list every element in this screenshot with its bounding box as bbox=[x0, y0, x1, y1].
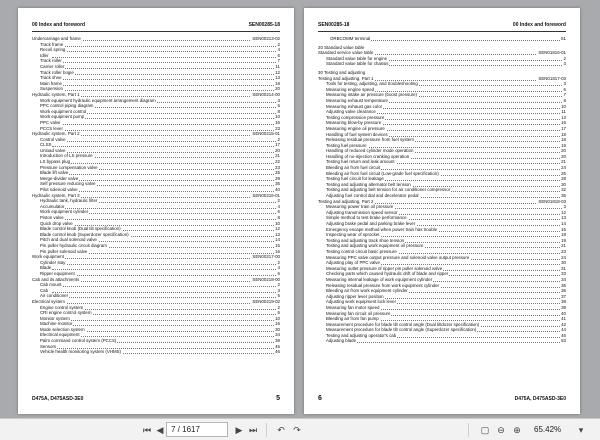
toc-entry-title: Hydraulic tank, hydraulic filter bbox=[40, 198, 98, 204]
toc-entry-title: Adjusting transmission speed sensor bbox=[326, 209, 398, 215]
toc-entry-title: Pressure compensation valve bbox=[40, 164, 98, 170]
toc-entry-page: 12 bbox=[275, 226, 280, 232]
toc-entry-page: 51 bbox=[561, 36, 566, 41]
toc-entry-page: 44 bbox=[561, 327, 566, 333]
toc-entry-title: ORBCOMM terminal bbox=[330, 36, 371, 41]
toc-entry-title: Hydraulic system, Part 1 bbox=[32, 91, 80, 97]
toc-entry-title: Adjusting valve clearance bbox=[326, 109, 376, 115]
toc-entry-title: Pitch and dual solenoid valve bbox=[40, 237, 97, 243]
toc-entry-page: 30 bbox=[561, 181, 566, 187]
toc-entry-title: Work equipment hydraulic equipment arrangement diagram bbox=[40, 97, 156, 103]
toc-entry-title: Track frame bbox=[40, 41, 64, 47]
toc-entry-title: Carrier roller bbox=[40, 63, 65, 69]
toc-entry-title: Hydraulic system, Part 3 bbox=[32, 192, 80, 198]
footer-page-number: 5 bbox=[276, 395, 280, 402]
toc-entry-page: 35 bbox=[275, 181, 280, 187]
toc-entry-title: Piston valve bbox=[40, 215, 64, 220]
page-6 bbox=[304, 8, 580, 414]
toc-entry-page: 29 bbox=[275, 175, 280, 181]
toc-entry-title: Recoil spring bbox=[40, 47, 66, 53]
toc-entry-title: Adjusting blade bbox=[326, 338, 357, 344]
toc-entry-title: Cab mount bbox=[40, 282, 62, 288]
toc-entry-title: PPC valve bbox=[40, 119, 61, 125]
toc-entry-title: CLSS bbox=[40, 142, 52, 148]
toc-entry-page: SEN00219-02 bbox=[252, 298, 280, 304]
toc-entry-title: Quick drop valve bbox=[40, 220, 73, 226]
toc-entry-page: 40 bbox=[275, 187, 280, 193]
toc-entry-page: SEN00213-02 bbox=[252, 36, 280, 41]
toolbar-separator bbox=[468, 423, 469, 437]
last-page-icon[interactable]: ⏭ bbox=[248, 425, 258, 435]
toc-entry-title: Electrical equipment bbox=[40, 332, 80, 338]
toc-entry-page: 20 bbox=[561, 153, 566, 159]
toc-entry-title: Measuring fan motor speed bbox=[326, 304, 380, 310]
toc-entry-page: 32 bbox=[561, 187, 566, 193]
toc-entry-page: 23 bbox=[561, 248, 566, 254]
toc-entry-title: Palm command control system (PCCS) bbox=[40, 338, 117, 344]
toc-entry-title: Bleeding air from fuel circuit (Low-grade fuel specification) bbox=[326, 170, 439, 176]
toc-entry-page: 18 bbox=[561, 232, 566, 238]
toc-entry-title: Mode selection system bbox=[40, 326, 85, 332]
toc-entry-page: 6 bbox=[277, 209, 280, 215]
toc-entry-page: 4 bbox=[277, 265, 280, 271]
toc-entry-page: 16 bbox=[561, 226, 566, 232]
toc-entry-page: 18 bbox=[561, 131, 566, 137]
toc-entry-page: 10 bbox=[275, 315, 280, 321]
toc-entry-title: Testing fuel circuit for leakage bbox=[326, 176, 384, 182]
toc-entry-page: 17 bbox=[561, 125, 566, 131]
toc-entry-page: 18 bbox=[275, 80, 280, 86]
toc-entry-title: Testing control circuit basic pressure bbox=[326, 248, 397, 254]
forward-icon[interactable]: ↷ bbox=[293, 425, 301, 435]
header-section-title: 00 Index and foreword bbox=[512, 22, 566, 28]
toc-entry-title: Undercarriage and frame bbox=[32, 36, 81, 41]
toc-entry-title: Standard service value table bbox=[318, 50, 374, 56]
toc-entry-page: 53 bbox=[561, 338, 566, 344]
page-5 bbox=[18, 8, 294, 414]
toc-entry-title: Hydraulic system, Part 2 bbox=[32, 131, 80, 137]
page-footer bbox=[32, 390, 280, 402]
toc-entry-title: Blade lift valve bbox=[40, 170, 69, 176]
toc-entry-page: 34 bbox=[275, 332, 280, 338]
toc-entry-page: 16 bbox=[561, 120, 566, 126]
toc-entry-title: Bleeding air from fan pump bbox=[326, 316, 379, 322]
toc-entry-title: Track shoe bbox=[40, 75, 62, 81]
toc-entry-page: 3 bbox=[563, 81, 566, 87]
toc-entry-page: SEN00218-00 bbox=[252, 276, 280, 282]
toc-entry-page: 6 bbox=[277, 103, 280, 109]
toc-entry-page: 13 bbox=[561, 114, 566, 120]
toc-entry-title: Measuring engine oil pressure bbox=[326, 125, 385, 131]
toc-entry-title: Self pressure reducing valve bbox=[40, 181, 96, 187]
toc-entry-page: 24 bbox=[561, 165, 566, 171]
toc-entry-page: 21 bbox=[275, 153, 280, 159]
page-footer bbox=[318, 390, 566, 402]
toc-entry-page: 3 bbox=[277, 97, 280, 103]
toc-entry-page: 20 bbox=[275, 147, 280, 153]
toc-entry-page: SEN00214-00 bbox=[252, 91, 280, 97]
toc-entry-title: Adjusting brake pedal and parking brake lever bbox=[326, 221, 416, 226]
footer-model: D475A, D475ASD-3E0 bbox=[514, 396, 566, 402]
toc-entry-title: Measuring intake air pressure (boost pressure) bbox=[326, 92, 418, 98]
toc-entry-page: 4 bbox=[277, 203, 280, 209]
toc-entry-page: 35 bbox=[561, 282, 566, 288]
toc-entry-page: SEN01818-03 bbox=[538, 198, 566, 204]
toc-entry-page: 20 bbox=[275, 86, 280, 92]
toc-entry-title: Track roller bbox=[40, 58, 62, 64]
toc-entry-title: Measuring exhaust gas color bbox=[326, 103, 383, 109]
toc-entry-page: 37 bbox=[561, 293, 566, 299]
toc-entry-title: Testing and adjusting track shoe tension bbox=[326, 237, 405, 243]
toc-entry-page: 16 bbox=[275, 119, 280, 125]
toc-entry-page: 22 bbox=[275, 159, 280, 165]
toc-entry-page: 30 bbox=[275, 326, 280, 332]
toc-entry-page: 17 bbox=[275, 142, 280, 148]
toc-entry-page: 7 bbox=[277, 58, 280, 64]
toc-entry-page: 19 bbox=[561, 142, 566, 148]
toc-entry-page: 13 bbox=[275, 75, 280, 81]
toc-entry-title: Pin puller hydraulic circuit diagram bbox=[40, 242, 107, 248]
toc-entry-title: Tools for testing, adjusting, and troubleshooting bbox=[326, 81, 418, 87]
back-icon[interactable]: ↶ bbox=[277, 425, 285, 435]
toc-entry-page: 24 bbox=[561, 254, 566, 260]
toc-entry-page: 8 bbox=[277, 215, 280, 220]
toc-entry-page: 7 bbox=[563, 92, 566, 98]
page-number-input[interactable]: 7 / 1617 bbox=[166, 422, 228, 437]
footer-page-number: 6 bbox=[318, 395, 322, 402]
zoom-dropdown-icon[interactable]: ▾ bbox=[578, 425, 584, 435]
viewer-toolbar bbox=[0, 418, 600, 440]
header-doc-code: SEN00285-18 bbox=[248, 22, 280, 28]
toc-entry-title: Handling of reduced cylinder mode operation bbox=[326, 148, 414, 154]
toc-entry-title: Measuring engine speed bbox=[326, 86, 375, 92]
toc-entry-title: Work equipment pump bbox=[40, 114, 85, 120]
toc-entry-page: 14 bbox=[561, 221, 566, 226]
toc-entry-page: SEN01817-03 bbox=[538, 75, 566, 81]
toc-entry-page: 33 bbox=[561, 271, 566, 277]
toc-entry-page: 18 bbox=[561, 137, 566, 143]
toc-entry-title: Unload valve bbox=[40, 147, 66, 153]
toc-entry-page: 28 bbox=[561, 176, 566, 182]
toc-entry-title: Releasing residual pressure from fuel system bbox=[326, 137, 414, 143]
toc-entry-page: 38 bbox=[275, 338, 280, 344]
toc-entry-page: 10 bbox=[275, 114, 280, 120]
toc-entry-title: Measuring PPC valve output pressure and solenoid valve output pressure bbox=[326, 254, 470, 260]
toc-entry-page: 15 bbox=[275, 242, 280, 248]
toc-entry-title: Suspension bbox=[40, 86, 63, 92]
toc-entry-page: 13 bbox=[275, 231, 280, 237]
toc-entry-title: Testing and adjusting alternator belt tension bbox=[326, 181, 411, 187]
toc-entry-page: 8 bbox=[563, 97, 566, 103]
toc-entry-page: 4 bbox=[277, 47, 280, 53]
toc-entry-title: Handling of fuel system devices bbox=[326, 131, 388, 137]
toc-entry-title: Track roller bogie bbox=[40, 69, 74, 75]
toc-entry-page: 2 bbox=[277, 136, 280, 142]
toc-entry-title: Engine control system bbox=[40, 304, 84, 310]
toc-entry-page: 46 bbox=[275, 349, 280, 355]
toc-entry-page: 6 bbox=[277, 52, 280, 58]
toc-entry-page: SEN01816-01 bbox=[538, 50, 566, 56]
toolbar-separator bbox=[266, 423, 267, 437]
toc-entry[interactable] bbox=[32, 349, 280, 355]
toc-entry-title: Inspecting wear of sprocket bbox=[326, 232, 380, 238]
toc-entry-title: CRI engine control system bbox=[40, 310, 92, 316]
first-page-icon[interactable]: ⏮ bbox=[142, 425, 152, 435]
zoom-level[interactable]: 65.42% bbox=[534, 425, 562, 434]
previous-page-icon[interactable]: ◀ bbox=[156, 425, 164, 435]
toc-entry-page: 5 bbox=[277, 293, 280, 299]
toc-entry-title: Measuring internal leakage of work equipment cylinder bbox=[326, 276, 433, 282]
toc-entry-title: PCCS lever bbox=[40, 125, 63, 131]
toc-entry-page: 41 bbox=[561, 316, 566, 322]
toc-entry-title: Cylinder stay bbox=[40, 259, 66, 265]
toc-entry-title: Machine monitor bbox=[40, 321, 73, 327]
toc-entry-page: 8 bbox=[277, 108, 280, 114]
toc-entry-page: SEN00215-01 bbox=[252, 131, 280, 137]
toc-entry-title: Handling of no-injection cranking operation bbox=[326, 153, 410, 159]
toc-entry[interactable] bbox=[318, 338, 566, 344]
toc-entry-page: 10 bbox=[275, 220, 280, 226]
footer-model: D475A, D475ASD-3E0 bbox=[32, 396, 84, 402]
toc-entry-title: Sensors bbox=[40, 343, 57, 349]
header-doc-code: SEN00285-18 bbox=[318, 22, 350, 28]
toc-entry-page: 19 bbox=[561, 237, 566, 243]
toc-entry-title: Blade bbox=[40, 265, 52, 271]
toc-entry-page: 45 bbox=[275, 343, 280, 349]
page-header bbox=[318, 22, 566, 32]
toc-entry-title: Testing and adjusting operator's cab bbox=[326, 332, 397, 338]
toc-entry-title: Measurement procedure for blade tilt control angle (Dual tiltdozer specification) bbox=[326, 321, 480, 327]
toc-entry-title: Cab bbox=[40, 287, 49, 293]
toc-entry-title: Standard value table for engine bbox=[326, 55, 388, 61]
toc-entry-title: Cab and its attachments bbox=[32, 276, 80, 282]
fit-page-icon[interactable]: ▢ bbox=[480, 425, 490, 435]
toc-entry-page: 2 bbox=[277, 259, 280, 265]
table-of-contents bbox=[318, 36, 566, 344]
toc-entry-title: Standard value table for chassis bbox=[326, 61, 389, 67]
toc-entry-title: Control valve bbox=[40, 136, 66, 142]
toc-entry-page: 2 bbox=[277, 198, 280, 204]
toc-entry-page: 13 bbox=[561, 215, 566, 221]
toc-entry-title: Testing fuel pressure bbox=[326, 142, 367, 148]
toc-entry-title: Idler bbox=[40, 52, 49, 58]
leader-dots bbox=[338, 342, 562, 343]
toc-entry-title: Main frame bbox=[40, 80, 62, 86]
toc-entry-page: 14 bbox=[275, 237, 280, 243]
toc-entry-title: Testing compression pressure bbox=[326, 114, 385, 120]
toc-entry-page: 6 bbox=[277, 310, 280, 316]
toc-entry-title: Merge-divider valve bbox=[40, 175, 79, 181]
toc-entry-title: Blade control knob (Dual tilt specification) bbox=[40, 226, 121, 232]
table-of-contents bbox=[32, 36, 280, 355]
toc-entry-page: 11 bbox=[275, 63, 280, 69]
toc-entry-title: Blade control knob (Superdozer specification) bbox=[40, 231, 129, 237]
zoom-out-icon[interactable]: ⊖ bbox=[497, 425, 505, 435]
toc-entry-page: 36 bbox=[561, 288, 566, 294]
toc-entry-title: Measuring blow-by pressure bbox=[326, 120, 382, 126]
toc-entry-title: Testing and adjusting, Part 2 bbox=[318, 198, 374, 204]
toc-entry-title: Measuring fan circuit oil pressure bbox=[326, 310, 391, 316]
toc-entry-page: 16 bbox=[275, 248, 280, 254]
toc-entry-title: 30 Testing and adjusting bbox=[318, 69, 366, 75]
page-header bbox=[32, 22, 280, 32]
toc-entry-title: Bleeding air from work equipment cylinder bbox=[326, 288, 408, 294]
toc-entry-title: Work equipment cylinder bbox=[40, 209, 89, 215]
toc-entry-title: Measuring exhaust temperature bbox=[326, 97, 388, 103]
toc-entry-page: 3 bbox=[277, 287, 280, 293]
toc-entry-page: 12 bbox=[561, 209, 566, 215]
toc-entry-title: Testing and adjusting, Part 1 bbox=[318, 75, 374, 81]
toc-entry-title: Monitor system bbox=[40, 315, 70, 321]
toc-entry-title: Testing fuel return and leak amount bbox=[326, 159, 395, 165]
toc-entry-page: 40 bbox=[561, 310, 566, 316]
toc-entry-page: 16 bbox=[275, 321, 280, 327]
toc-entry-page: 31 bbox=[561, 265, 566, 271]
toc-entry-title: Simple method to test brake performance bbox=[326, 215, 407, 221]
toc-entry-title: Adjusting fuel control dial and decelerator pedal bbox=[326, 193, 419, 199]
toc-entry-title: Adjusting play of PPC valve bbox=[326, 260, 380, 266]
toc-entry-title: Bleeding air from fuel circuit bbox=[326, 165, 381, 171]
toc-entry-title: Pilot solenoid valve bbox=[40, 187, 78, 193]
toc-entry-title: Electrical system bbox=[32, 298, 65, 304]
zoom-in-icon[interactable]: ⊕ bbox=[513, 425, 521, 435]
toc-entry-page: 26 bbox=[275, 170, 280, 176]
toc-entry-page: 38 bbox=[561, 299, 566, 305]
toc-entry-page: SEN00216-01 bbox=[252, 192, 280, 198]
toc-entry-title: 20 Standard value table bbox=[318, 44, 365, 50]
toc-entry-page: 34 bbox=[561, 276, 566, 282]
toc-entry-page: 2 bbox=[277, 304, 280, 310]
toc-entry-title: Introduction of LS pressure bbox=[40, 153, 93, 159]
toc-entry-page: 6 bbox=[277, 270, 280, 276]
toc-entry-title: Measuring power train oil pressure bbox=[326, 204, 394, 210]
toc-entry-page: 39 bbox=[561, 304, 566, 310]
toc-entry-title: Work equipment control bbox=[40, 108, 87, 114]
next-page-icon[interactable]: ▶ bbox=[235, 425, 243, 435]
toc-entry-page: 20 bbox=[561, 148, 566, 154]
toc-entry-title: Pin puller solenoid valve bbox=[40, 248, 88, 254]
toc-entry-title: Testing and adjusting belt tension for air conditioner compressor bbox=[326, 187, 451, 193]
toc-entry-page: 2 bbox=[277, 282, 280, 288]
toc-entry-page: 11 bbox=[561, 109, 566, 115]
toc-entry-title: PPC control piping diagram bbox=[40, 103, 94, 109]
toc-entry-page: 10 bbox=[561, 103, 566, 109]
toc-entry-page: 2 bbox=[563, 55, 566, 61]
toc-entry-title: Checking parts which caused hydraulic drift of blade and ripper bbox=[326, 271, 449, 277]
toc-entry-page: 3 bbox=[563, 204, 566, 210]
toc-entry-title: Accumulator bbox=[40, 203, 65, 209]
toc-entry-title: Adjusting ripper lever position bbox=[326, 293, 384, 299]
toc-entry-title: Ripper equipment bbox=[40, 270, 75, 276]
toc-entry-page: 23 bbox=[275, 125, 280, 131]
toc-entry-page: 42 bbox=[561, 321, 566, 327]
toc-entry-title: Vehicle health monitoring system (VHMS) bbox=[40, 349, 122, 355]
toc-entry-page: 2 bbox=[277, 41, 280, 47]
toc-entry-page: 30 bbox=[561, 260, 566, 266]
toc-entry-page: 3 bbox=[563, 61, 566, 67]
toc-entry-title: LS bypass plug bbox=[40, 159, 71, 165]
toc-entry-page: 35 bbox=[561, 193, 566, 199]
toc-entry-page: 23 bbox=[275, 164, 280, 170]
toc-entry-title: Adjusting work equipment lock lever bbox=[326, 299, 397, 305]
toc-entry-page: 21 bbox=[561, 243, 566, 249]
toc-entry-page: 26 bbox=[561, 170, 566, 176]
toc-entry-title: Testing and adjusting work equipment oil pressure bbox=[326, 243, 424, 249]
toc-entry-title: Measuring outlet pressure of ripper pin puller solenoid valve bbox=[326, 265, 443, 271]
toc-entry-page: 12 bbox=[275, 69, 280, 75]
toc-entry-page: 6 bbox=[563, 86, 566, 92]
toc-entry-title: Air conditioner bbox=[40, 293, 69, 299]
toc-entry-page: SEN00217-00 bbox=[252, 254, 280, 260]
toc-entry-title: Work equipment bbox=[32, 254, 64, 260]
toc-entry-page: 21 bbox=[561, 159, 566, 165]
toc-entry-page: 46 bbox=[561, 332, 566, 338]
toc-entry-title: Measurement procedure for blade tilt control angle (Superdozer specification) bbox=[326, 327, 477, 333]
toc-entry-title: Emergency escape method when power train has trouble bbox=[326, 226, 438, 232]
header-section-title: 00 Index and foreword bbox=[32, 22, 86, 28]
toc-entry-title: Releasing residual pressure from work equipment cylinder bbox=[326, 282, 439, 288]
